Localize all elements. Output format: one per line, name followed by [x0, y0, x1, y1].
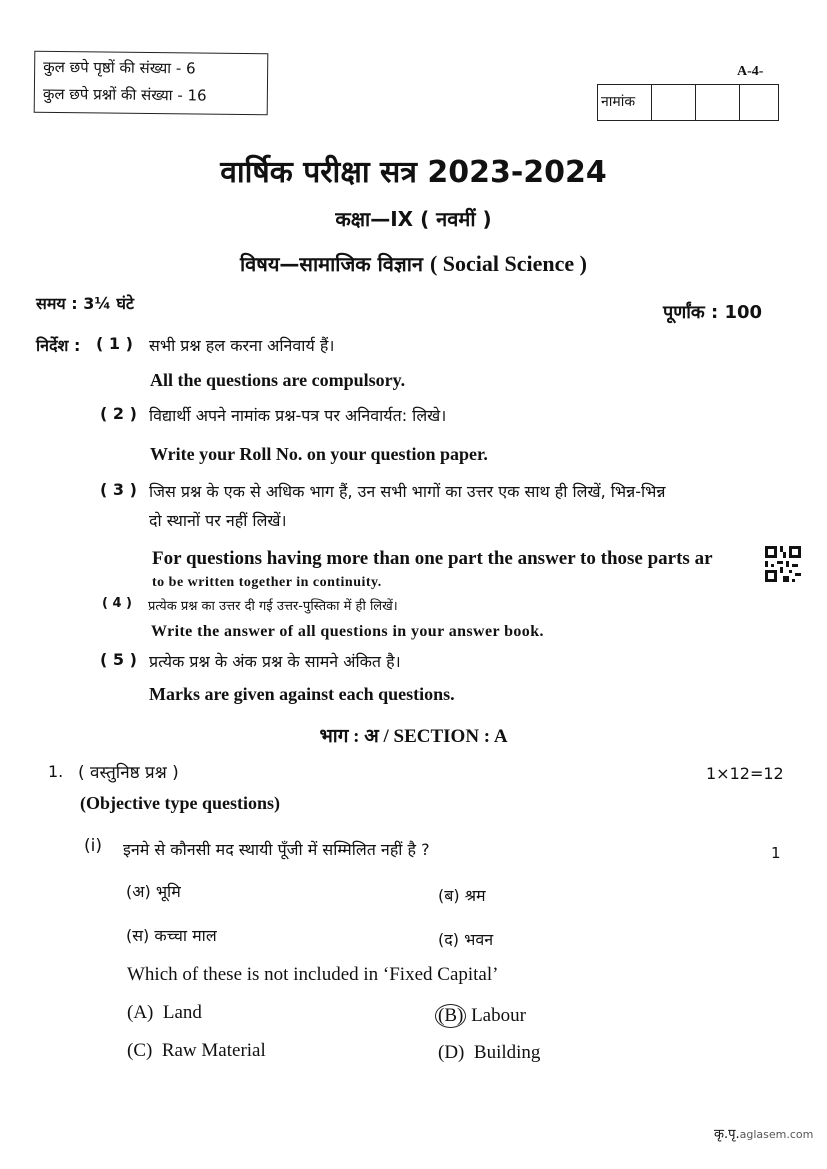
option-text: Land [162, 1002, 202, 1023]
qr-code-icon [765, 546, 801, 582]
option-text: भवन [464, 930, 494, 949]
option-text: Labour [471, 1005, 526, 1026]
instruction-3-hindi: जिस प्रश्न के एक से अधिक भाग हैं, उन सभी भागों का उत्तर एक साथ ही लिखें, भिन्न-भिन्न [149, 482, 666, 501]
subject-english: ( Social Science ) [429, 251, 588, 276]
instruction-3-hindi-cont: दो स्थानों पर नहीं लिखें। [149, 511, 287, 530]
option-text: Building [473, 1042, 541, 1063]
instruction-3-num: ( 3 ) [100, 480, 137, 499]
page-footer [714, 1124, 813, 1142]
instruction-4-english: Write the answer of all questions in your answer book. [151, 623, 544, 640]
instruction-1-num: ( 1 ) [96, 334, 133, 353]
instruction-4-num: ( 4 ) [102, 596, 132, 611]
roll-number-grid [597, 84, 779, 121]
option-hindi-c[interactable] [126, 924, 217, 946]
option-text: श्रम [464, 886, 486, 905]
page-count-box [34, 51, 269, 115]
instruction-3-english: For questions having more than one part the answer to those parts ar [152, 548, 713, 569]
option-english-d[interactable] [438, 1042, 540, 1064]
exam-duration: समय : 3¼ घंटे [36, 294, 134, 313]
option-english-a[interactable] [127, 1002, 202, 1024]
subquestion-i-text-english: Which of these is not included in ‘Fixed Capital’ [127, 964, 499, 985]
option-key: (द) [438, 930, 459, 949]
instruction-1-english: All the questions are compulsory. [150, 370, 406, 390]
section-heading: भाग : अ / SECTION : A [319, 726, 508, 747]
subject-title [0, 250, 827, 277]
exam-title: वार्षिक परीक्षा सत्र 2023-2024 [220, 155, 607, 190]
roll-number-label: नामांक [601, 94, 636, 110]
subquestion-i-number: (i) [84, 836, 102, 856]
option-text: कच्चा माल [154, 926, 217, 945]
question-1-title-hindi: ( वस्तुनिष्ठ प्रश्न ) [78, 763, 179, 783]
option-english-c[interactable] [127, 1040, 266, 1062]
instruction-2-hindi: विद्यार्थी अपने नामांक प्रश्न-पत्र पर अनिवार्यत: लिखे। [149, 406, 447, 425]
class-title: कक्षा—IX ( नवमीं ) [335, 207, 492, 231]
roll-number-cell[interactable] [695, 85, 739, 120]
option-hindi-d[interactable] [438, 928, 493, 950]
instruction-5-num: ( 5 ) [100, 650, 137, 669]
pages-count: कुल छपे पृष्ठों की संख्या - 6 [43, 57, 196, 78]
question-1-title-english: (Objective type questions) [80, 793, 280, 813]
questions-count: कुल छपे प्रश्नों की संख्या - 16 [42, 84, 207, 105]
option-key: (अ) [126, 882, 151, 901]
instruction-2-num: ( 2 ) [100, 404, 137, 423]
option-hindi-b[interactable] [438, 884, 486, 906]
option-key: (C) [127, 1040, 153, 1061]
instruction-2-english: Write your Roll No. on your question paper. [150, 444, 488, 464]
instruction-1-hindi: सभी प्रश्न हल करना अनिवार्य हैं। [149, 336, 335, 355]
subquestion-i-text-hindi: इनमे से कौनसी मद स्थायी पूँजी में सम्मिलित नहीं है ? [123, 840, 430, 859]
subject-hindi: विषय—सामाजिक विज्ञान [239, 252, 430, 276]
option-key-circled: (B) [435, 1004, 466, 1028]
option-text: Raw Material [161, 1040, 266, 1061]
instruction-4-hindi: प्रत्येक प्रश्न का उत्तर दी गई उत्तर-पुस्तिका में ही लिखें। [148, 599, 398, 614]
option-text: भूमि [155, 882, 181, 901]
instructions-label: निर्देश : [36, 336, 81, 355]
instruction-3-english-cont: to be written together in continuity. [152, 575, 382, 590]
question-1-number: 1. [48, 762, 64, 781]
roll-number-cell[interactable] [651, 85, 695, 120]
option-key: (स) [126, 926, 150, 945]
option-english-b-selected[interactable] [438, 1004, 526, 1028]
paper-code: A-4- [737, 64, 764, 79]
watermark: aglasem.com [739, 1128, 814, 1141]
continue-mark: कृ.पृ. [714, 1127, 740, 1142]
instruction-5-english: Marks are given against each questions. [149, 684, 455, 704]
option-key: (ब) [438, 886, 460, 905]
subquestion-i-marks: 1 [771, 844, 781, 862]
max-marks: पूर्णांक : 100 [663, 302, 763, 323]
roll-number-cell[interactable] [739, 85, 778, 120]
question-1-marks: 1×12=12 [706, 764, 784, 783]
option-key: (A) [127, 1002, 154, 1023]
instruction-5-hindi: प्रत्येक प्रश्न के अंक प्रश्न के सामने अंकित है। [149, 652, 401, 671]
option-hindi-a[interactable] [126, 880, 181, 902]
option-key: (D) [438, 1042, 465, 1063]
